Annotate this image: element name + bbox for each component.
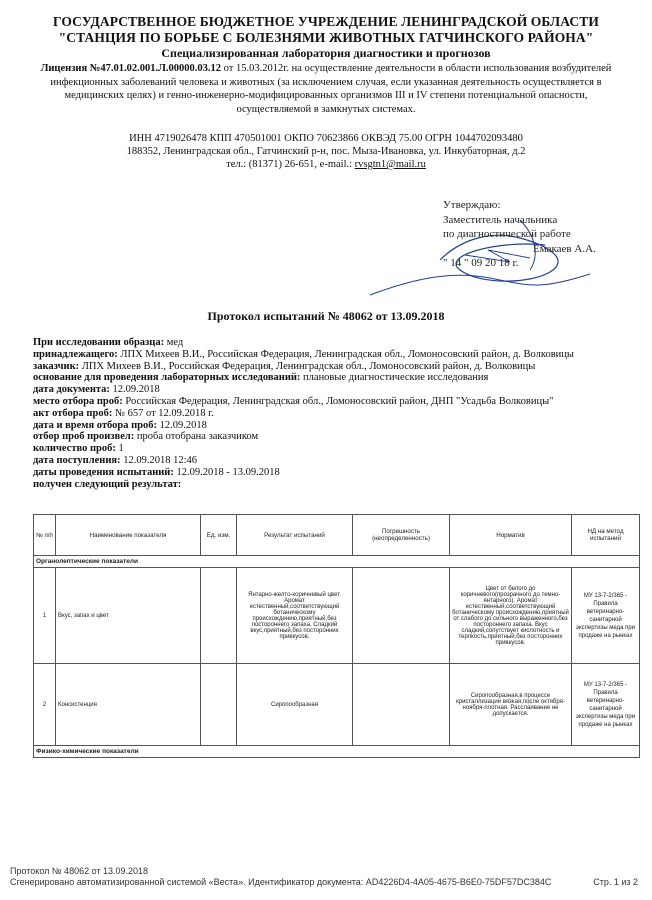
info-row: акт отбора проб: № 657 от 12.09.2018 г. (33, 407, 214, 419)
error-value (353, 664, 450, 746)
approval-date: " 14 " 09 20 18 г. (443, 257, 519, 269)
org-name-line2: "СТАНЦИЯ ПО БОРЬБЕ С БОЛЕЗНЯМИ ЖИВОТНЫХ ГАТЧИНСКОГО РАЙОНА" (58, 30, 594, 45)
info-row: основание для проведения лабораторных исследований: плановые диагностические исследования (33, 372, 489, 384)
info-row: При исследовании образца: мед (33, 337, 184, 348)
col-header: Наименование показателя (56, 515, 201, 556)
address: 188352, Ленинградская обл., Гатчинский р-н, пос. Мыза-Ивановка, ул. Инкубаторная, д.2 (126, 146, 526, 157)
approval-name: Емакаев А.А. (533, 242, 596, 255)
method-doc: МУ 13-7-2/365 - Правила ветеринарно-санитарной экспертизы меда при продаже на рынках (572, 568, 640, 664)
org-name-line1: ГОСУДАРСТВЕННОЕ БЮДЖЕТНОЕ УЧРЕЖДЕНИЕ ЛЕНИНГРАДСКОЙ ОБЛАСТИ (53, 14, 599, 29)
indicator-name: Консистенция (56, 664, 201, 746)
error-value (353, 568, 450, 664)
info-row: отбор проб произвел: проба отобрана заказчиком (33, 431, 259, 443)
license-number: Лицензия №47.01.02.001.Л.00000.03.12 (40, 63, 222, 74)
license-block (30, 62, 622, 116)
footer-protocol: Протокол № 48062 от 13.09.2018 (10, 866, 149, 876)
col-header: Норматив (450, 515, 572, 556)
protocol-title: Протокол испытаний № 48062 от 13.09.2018 (207, 309, 445, 323)
info-row: заказчик: ЛПХ Михеев В.И., Российская Федерация, Ленинградская обл., Ломоносовский район, д. Волковицы (33, 360, 536, 372)
requisites: ИНН 4719026478 КПП 470501001 ОКПО 70623866 ОКВЭД 75.00 ОГРН 1044702093480 (129, 133, 523, 144)
unit (201, 664, 237, 746)
info-row: даты проведения испытаний: 12.09.2018 - 13.09.2018 (33, 466, 280, 478)
sample-info (33, 337, 613, 490)
result-value: Янтарно-желто-коричневый цвет. Аромат естественный,соответствующий ботаническому происхождению,приятный,без постороннего запаха. Сладкий вкус,приятный,без посторонних привкусов. (237, 568, 353, 664)
approval-position: Заместитель начальника (443, 213, 558, 226)
lab-name: Специализированная лаборатория диагностики и прогнозов (161, 46, 491, 60)
approval-block (443, 198, 596, 271)
result-value: Сиропообразная (237, 664, 353, 746)
section-row (34, 746, 640, 758)
phone: тел.: (81371) 26-651, e-mail.: (226, 159, 355, 170)
row-number: 2 (34, 664, 56, 746)
method-doc: МУ 13-7-2/365 - Правила ветеринарно-санитарной экспертизы меда при продаже на рынках (572, 664, 640, 746)
table-row (34, 664, 640, 746)
norm-value: Цвет от белого до коричневого(прозрачного до темно-янтарного). Аромат естественный,соответствующий ботаническому происхождению,приятный от слабого до сильного выраженного,без постороннего запаха. Вкус сладкий,сопутствует кислотность и терпкость,приятный,без посторонних привкусов. (450, 568, 572, 664)
section-row (34, 556, 640, 568)
table-row (34, 568, 640, 664)
approval-title: Утверждаю: (443, 199, 501, 211)
approval-position-2: по диагностической работе (443, 228, 571, 240)
row-number: 1 (34, 568, 56, 664)
col-header: НД на метод испытаний (572, 515, 640, 556)
license-text: от 15.03.2012г. на осуществление деятельности в области использования возбудителей инфекционных заболеваний человека и животных (за исключением случая, если указанная деятельность осуществляется в медицинских целях) и генно-инженерно-модифицированных организмов III и IV степени потенциальной опасности, осуществляемой в замкнутых системах. (50, 63, 612, 115)
col-header: № п/п (34, 515, 56, 556)
footer-generated: Сгенерировано автоматизированной системой «Веста». Идентификатор документа: AD4226D4-4A05-4675-B6E0-75DF57DC384C (10, 877, 552, 887)
info-row: дата поступления: 12.09.2018 12:46 (33, 454, 197, 466)
col-header: Ед. изм. (201, 515, 237, 556)
info-row: дата и время отбора проб: 12.09.2018 (33, 419, 207, 431)
col-header: Результат испытаний (237, 515, 353, 556)
section-title: Физико-химические показатели (34, 746, 640, 758)
section-title: Органолептические показатели (34, 556, 640, 568)
page-number: Стр. 1 из 2 (593, 877, 638, 887)
info-row: принадлежащего: ЛПХ Михеев В.И., Российская Федерация, Ленинградская обл., Ломоносовский район, д. Волковицы (33, 348, 574, 360)
table-header-row (34, 515, 640, 556)
info-row: место отбора проб: Российская Федерация, Ленинградская обл., Ломоносовский район, ДНП "Усадьба Волковицы" (33, 395, 554, 407)
norm-value: Сиропообразная,в процессе кристаллизации вязкая,после октября-ноября-плотная. Расслаивание не допускается. (450, 664, 572, 746)
unit (201, 568, 237, 664)
info-row: получен следующий результат: (33, 478, 182, 490)
indicator-name: Вкус, запах и цвет (56, 568, 201, 664)
info-row: дата документа: 12.09.2018 (33, 384, 160, 396)
contacts (0, 159, 652, 170)
results-table (33, 514, 640, 758)
col-header: Погрешность (неопределенность) (353, 515, 450, 556)
info-row: количество проб: 1 (33, 443, 124, 455)
email-link[interactable]: rvsgtn1@mail.ru (354, 159, 426, 170)
